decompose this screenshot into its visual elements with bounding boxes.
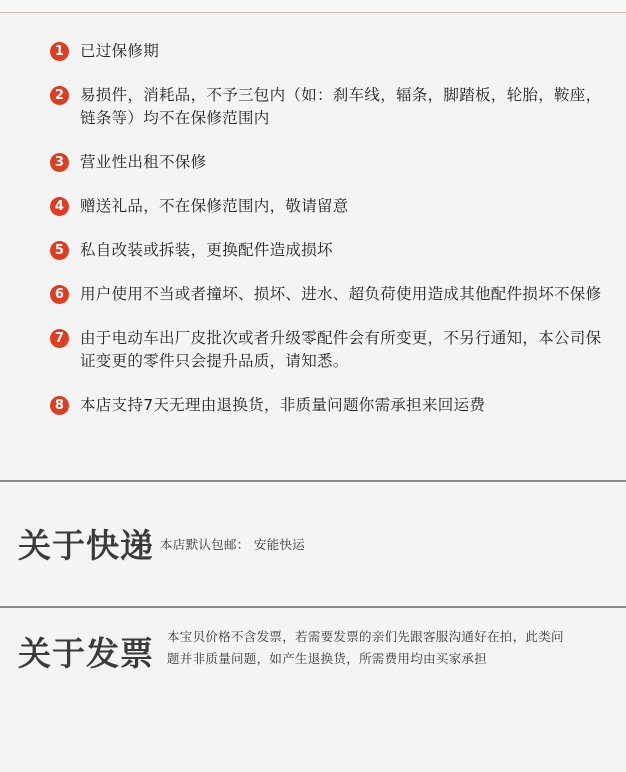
term-item — [50, 239, 610, 262]
section-divider — [0, 606, 626, 608]
section-divider — [0, 480, 626, 482]
term-text: 已过保修期 — [80, 42, 160, 60]
term-text: 营业性出租不保修 — [80, 153, 207, 171]
term-text: 赠送礼品，不在保修范围内，敬请留意 — [80, 197, 349, 215]
term-item — [50, 394, 610, 417]
term-item — [50, 40, 610, 63]
term-text: 易损件，消耗品，不予三包内（如：刹车线，辐条，脚踏板，轮胎，鞍座，链条等）均不在保修范围内 — [80, 86, 602, 127]
term-item — [50, 283, 610, 306]
number-badge-icon: 5 — [50, 241, 69, 260]
term-text: 本店支持7天无理由退换货，非质量问题你需承担来回运费 — [80, 396, 486, 414]
term-item — [50, 151, 610, 174]
number-badge-icon: 7 — [50, 329, 69, 348]
term-item — [50, 84, 610, 130]
number-badge-icon: 1 — [50, 42, 69, 61]
term-item — [50, 195, 610, 218]
number-badge-icon: 4 — [50, 197, 69, 216]
top-border — [0, 0, 626, 13]
invoice-text: 本宝贝价格不含发票，若需要发票的亲们先跟客服沟通好在拍，此类问题并非质量问题，如产生退换货，所需费用均由买家承担 — [167, 629, 564, 666]
number-badge-icon: 6 — [50, 285, 69, 304]
number-badge-icon: 8 — [50, 396, 69, 415]
warranty-terms-list — [50, 40, 610, 438]
shipping-title: 关于快递 — [18, 526, 154, 565]
term-text: 用户使用不当或者撞坏、损坏、进水、超负荷使用造成其他配件损坏不保修 — [80, 285, 602, 303]
term-item — [50, 327, 610, 373]
number-badge-icon: 2 — [50, 86, 69, 105]
invoice-title: 关于发票 — [18, 634, 154, 673]
number-badge-icon: 3 — [50, 153, 69, 172]
shipping-text: 本店默认包邮： 安能快运 — [160, 537, 306, 552]
term-text: 由于电动车出厂皮批次或者升级零配件会有所变更，不另行通知，本公司保证变更的零件只会提升品质，请知悉。 — [80, 329, 602, 370]
term-text: 私自改装或拆装，更换配件造成损坏 — [80, 241, 333, 259]
